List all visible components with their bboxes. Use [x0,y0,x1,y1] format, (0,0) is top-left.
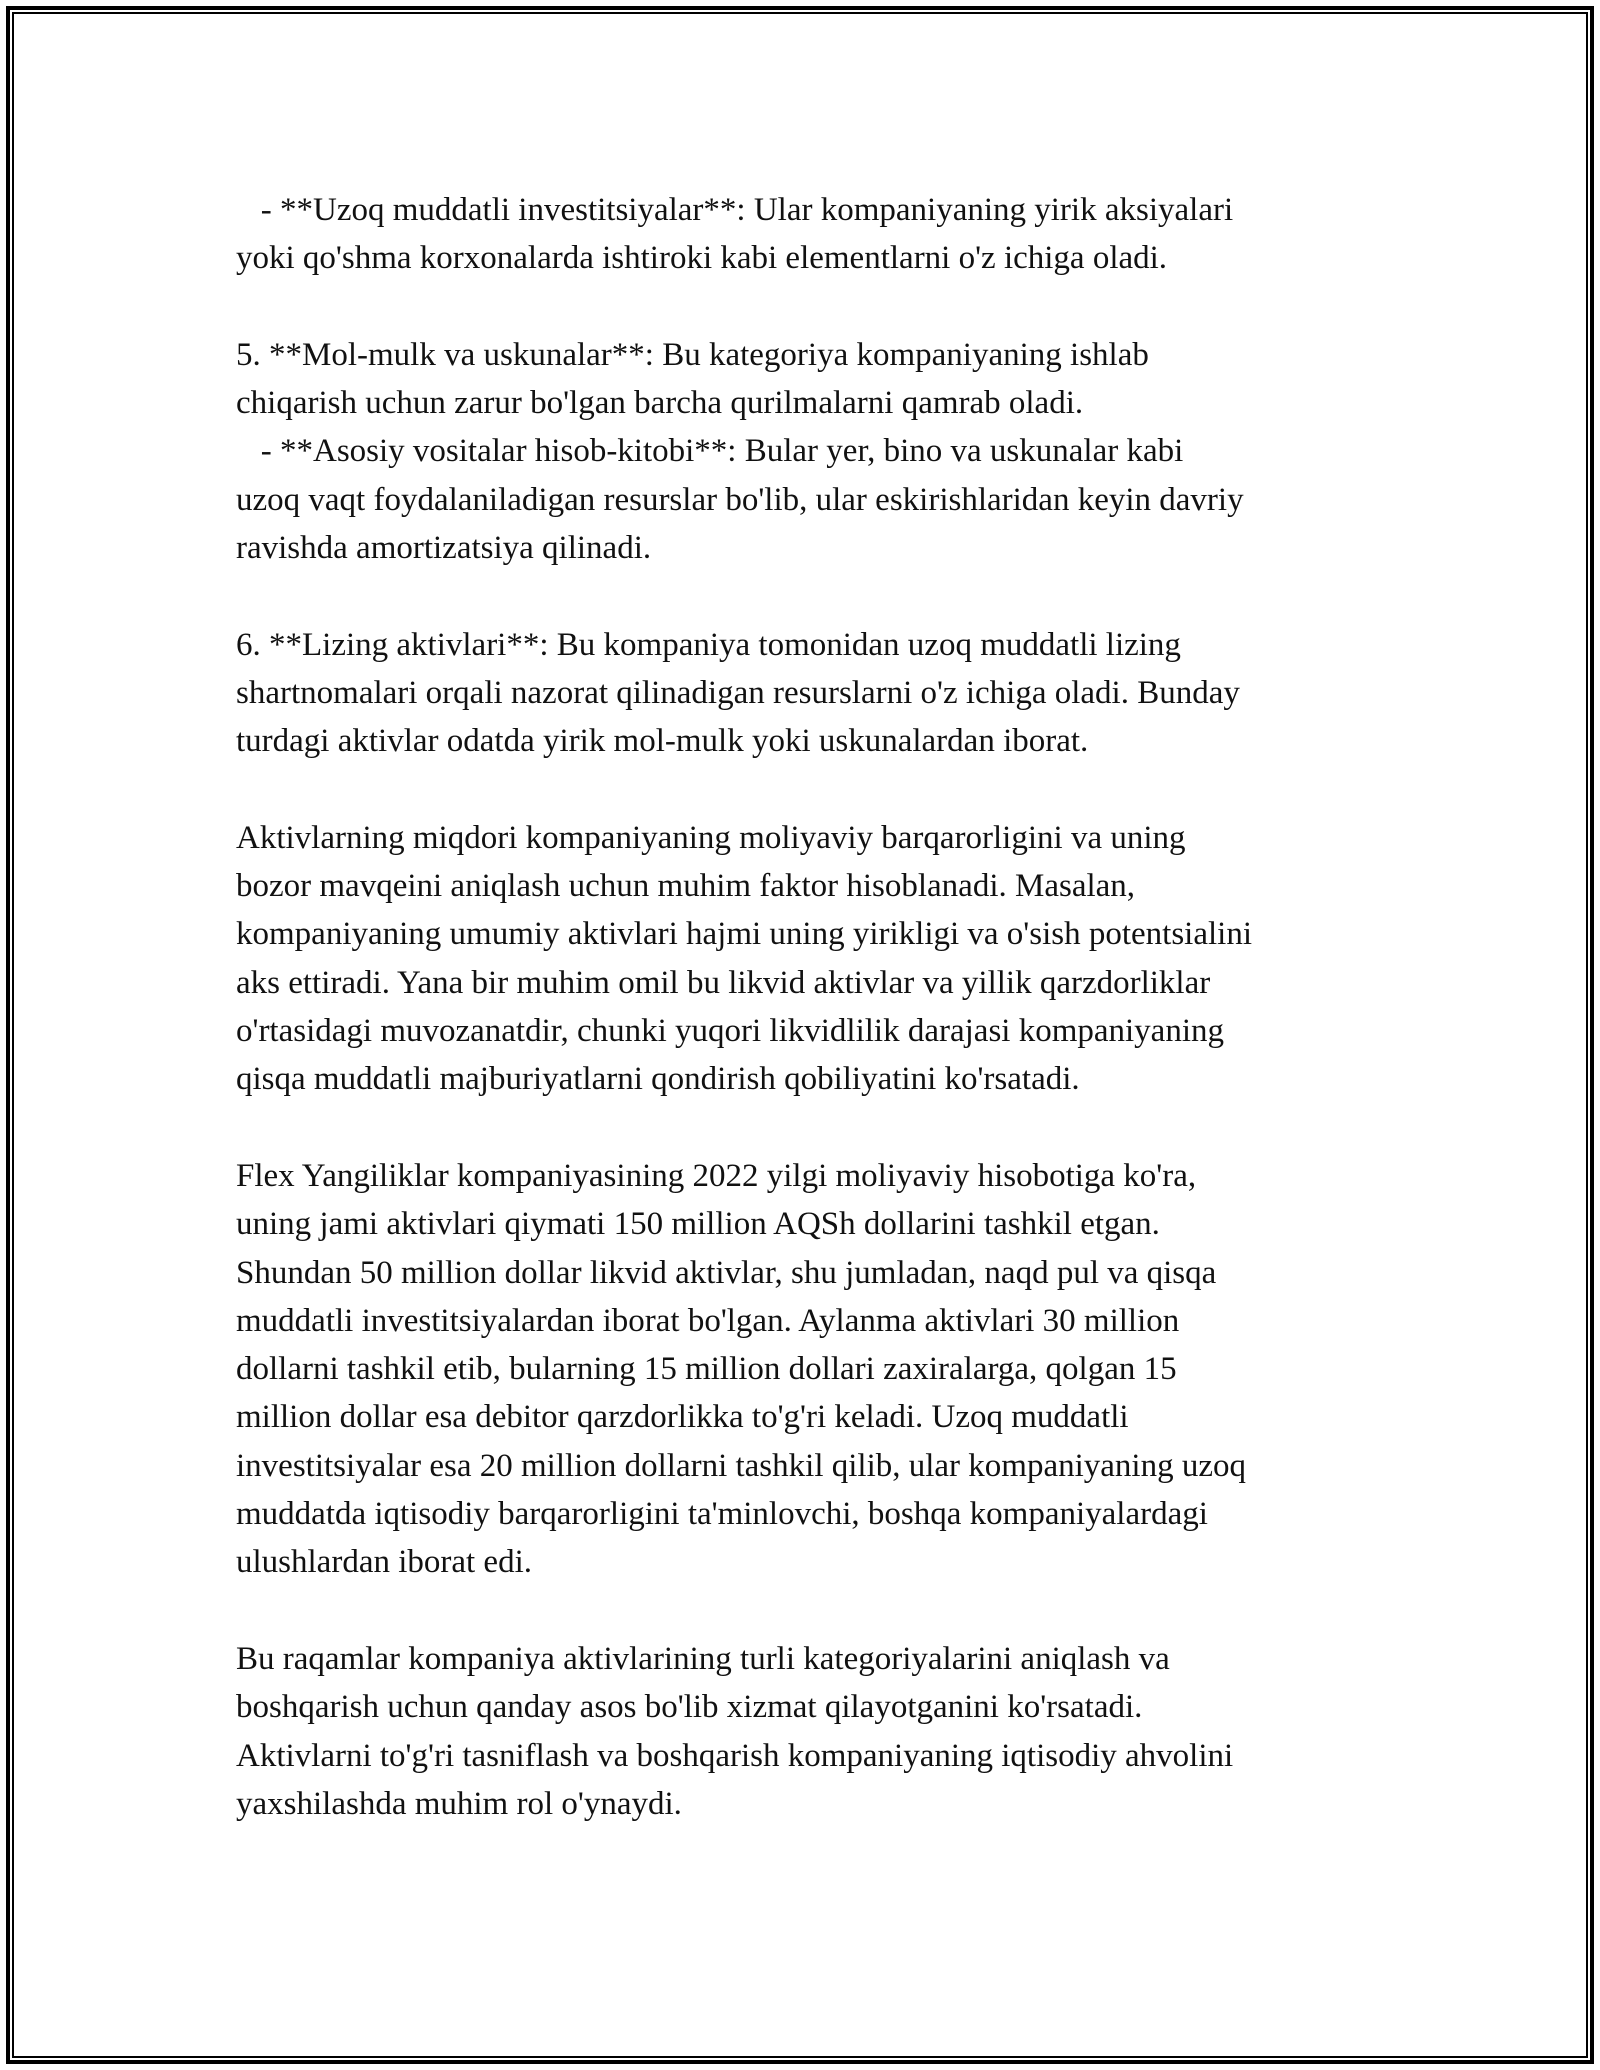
text-line: ravishda amortizatsiya qilinadi. [236,530,652,567]
text-line: million dollar esa debitor qarzdorlikka to'g'ri keladi. Uzoq muddatli [236,1399,1129,1436]
paragraph-long-term-investments [236,186,1396,283]
text-line: Shundan 50 million dollar likvid aktivlar, shu jumladan, naqd pul va qisqa [236,1254,1217,1291]
text-line: yaxshilashda muhim rol o'ynaydi. [236,1785,682,1822]
text-line: Bu raqamlar kompaniya aktivlarining turli kategoriyalarini aniqlash va [236,1640,1170,1677]
text-line: muddatli investitsiyalardan iborat bo'lgan. Aylanma aktivlari 30 million [236,1302,1180,1339]
text-line: Aktivlarni to'g'ri tasniflash va boshqarish kompaniyaning iqtisodiy ahvolini [236,1737,1234,1774]
text-line: o'rtasidagi muvozanatdir, chunki yuqori likvidlilik darajasi kompaniyaning [236,1013,1225,1050]
paragraph-property-equipment [236,331,1396,572]
paragraph-asset-importance [236,814,1396,1104]
text-line: dollarni tashkil etib, bularning 15 million dollari zaxiralarga, qolgan 15 [236,1351,1177,1388]
paragraph-leasing-assets [236,621,1396,766]
text-line: yoki qo'shma korxonalarda ishtiroki kabi elementlarni o'z ichiga oladi. [236,240,1168,277]
text-line: ulushlardan iborat edi. [236,1544,533,1581]
text-line: aks ettiradi. Yana bir muhim omil bu likvid aktivlar va yillik qarzdorliklar [236,964,1211,1001]
text-line: investitsiyalar esa 20 million dollarni tashkil qilib, ular kompaniyaning uzoq [236,1447,1246,1484]
text-line: boshqarish uchun qanday asos bo'lib xizmat qilayotganini ko'rsatadi. [236,1689,1143,1726]
text-line: - **Asosiy vositalar hisob-kitobi**: Bular yer, bino va uskunalar kabi [236,433,1184,470]
paragraph-conclusion [236,1635,1396,1828]
text-line: muddatda iqtisodiy barqarorligini ta'minlovchi, boshqa kompaniyalardagi [236,1496,1208,1533]
text-line: Aktivlarning miqdori kompaniyaning moliyaviy barqarorligini va uning [236,819,1186,856]
paragraph-flex-example [236,1152,1396,1587]
text-line: turdagi aktivlar odatda yirik mol-mulk yoki uskunalardan iborat. [236,723,1089,760]
text-line: chiqarish uchun zarur bo'lgan barcha qurilmalarni qamrab oladi. [236,385,1084,422]
text-line: bozor mavqeini aniqlash uchun muhim faktor hisoblanadi. Masalan, [236,868,1136,905]
text-line: 5. **Mol-mulk va uskunalar**: Bu kategoriya kompaniyaning ishlab [236,336,1149,373]
text-line: 6. **Lizing aktivlari**: Bu kompaniya tomonidan uzoq muddatli lizing [236,626,1181,663]
text-line: shartnomalari orqali nazorat qilinadigan resurslarni o'z ichiga oladi. Bunday [236,674,1240,711]
text-line: qisqa muddatli majburiyatlarni qondirish qobiliyatini ko'rsatadi. [236,1061,1080,1098]
text-line: kompaniyaning umumiy aktivlari hajmi uning yirikligi va o'sish potentsialini [236,916,1253,953]
text-line: Flex Yangiliklar kompaniyasining 2022 yilgi moliyaviy hisobotiga ko'ra, [236,1157,1197,1194]
document-body [236,186,1396,1876]
text-line: uning jami aktivlari qiymati 150 million AQSh dollarini tashkil etgan. [236,1206,1160,1243]
text-line: - **Uzoq muddatli investitsiyalar**: Ular kompaniyaning yirik aksiyalari [236,192,1234,228]
text-line: uzoq vaqt foydalaniladigan resurslar bo'lib, ular eskirishlaridan keyin davriy [236,481,1244,518]
